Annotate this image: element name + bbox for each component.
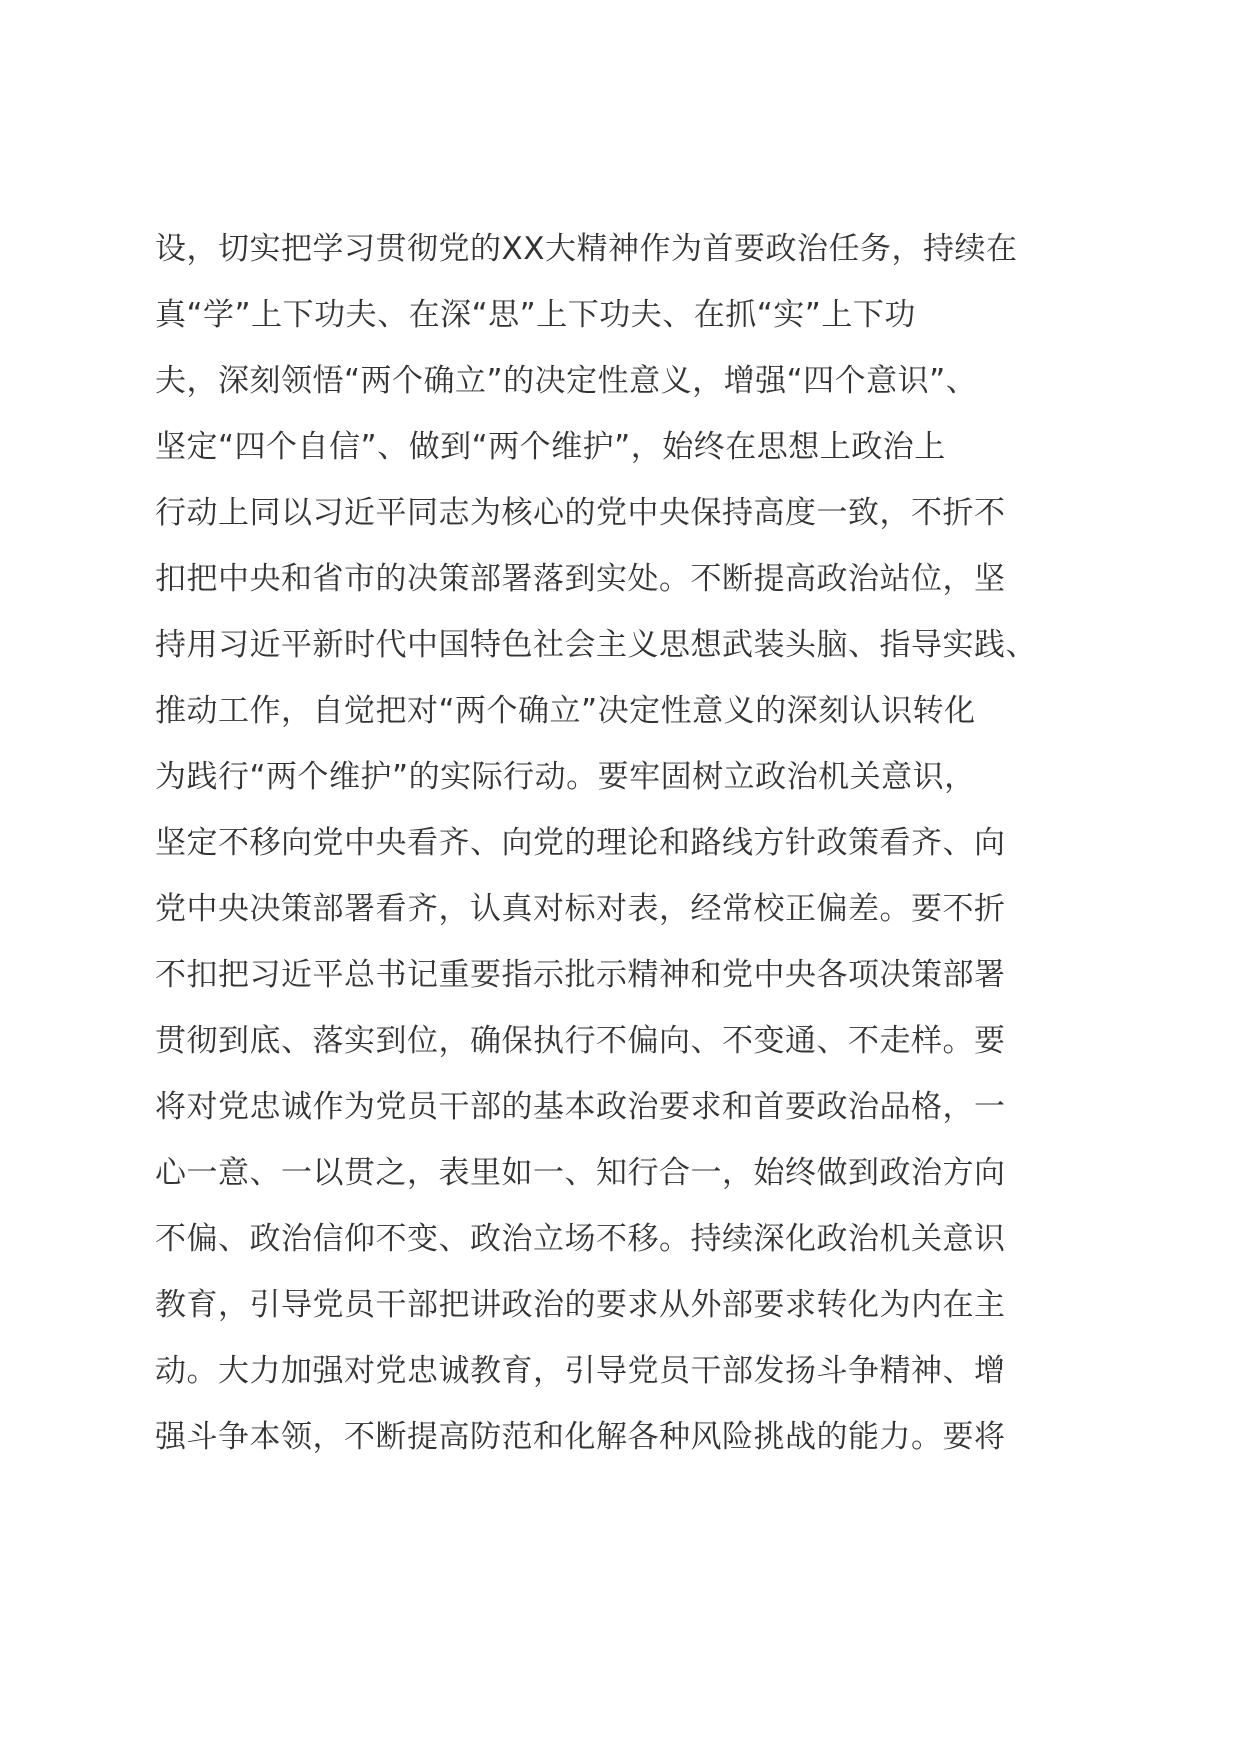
text-line-10: 坚定不移向党中央看齐、向党的理论和路线方针政策看齐、向 [155, 825, 1006, 861]
text-line-19: 强斗争本领，不断提高防范和化解各种风险挑战的能力。要将 [155, 1419, 1006, 1455]
text-line-8: 推动工作，自觉把对“两个确立”决定性意义的深刻认识转化 [155, 693, 976, 729]
body-paragraph [155, 216, 1095, 1470]
text-line-16: 不偏、政治信仰不变、政治立场不移。持续深化政治机关意识 [155, 1221, 1006, 1257]
text-line-1: 设，切实把学习贯彻党的XX大精神作为首要政治任务，持续在 [155, 231, 1018, 267]
text-line-13: 贯彻到底、落实到位，确保执行不偏向、不变通、不走样。要 [155, 1023, 1006, 1059]
text-line-6: 扣把中央和省市的决策部署落到实处。不断提高政治站位，坚 [155, 561, 1006, 597]
text-line-3: 夫，深刻领悟“两个确立”的决定性意义，增强“四个意识”、 [155, 363, 978, 399]
text-line-18: 动。大力加强对党忠诚教育，引导党员干部发扬斗争精神、增 [155, 1353, 1006, 1389]
text-line-2: 真“学”上下功夫、在深“思”上下功夫、在抓“实”上下功 [155, 297, 916, 333]
text-line-4: 坚定“四个自信”、做到“两个维护”，始终在思想上政治上 [155, 429, 946, 465]
text-line-5: 行动上同以习近平同志为核心的党中央保持高度一致，不折不 [155, 495, 1006, 531]
text-line-9: 为践行“两个维护”的实际行动。要牢固树立政治机关意识， [155, 759, 976, 795]
text-line-11: 党中央决策部署看齐，认真对标对表，经常校正偏差。要不折 [155, 891, 1006, 927]
text-line-15: 心一意、一以贯之，表里如一、知行合一，始终做到政治方向 [155, 1155, 1006, 1191]
text-line-7: 持用习近平新时代中国特色社会主义思想武装头脑、指导实践、 [155, 627, 1037, 663]
text-line-12: 不扣把习近平总书记重要指示批示精神和党中央各项决策部署 [155, 957, 1006, 993]
text-line-14: 将对党忠诚作为党员干部的基本政治要求和首要政治品格，一 [155, 1089, 1006, 1125]
text-line-17: 教育，引导党员干部把讲政治的要求从外部要求转化为内在主 [155, 1287, 1006, 1323]
